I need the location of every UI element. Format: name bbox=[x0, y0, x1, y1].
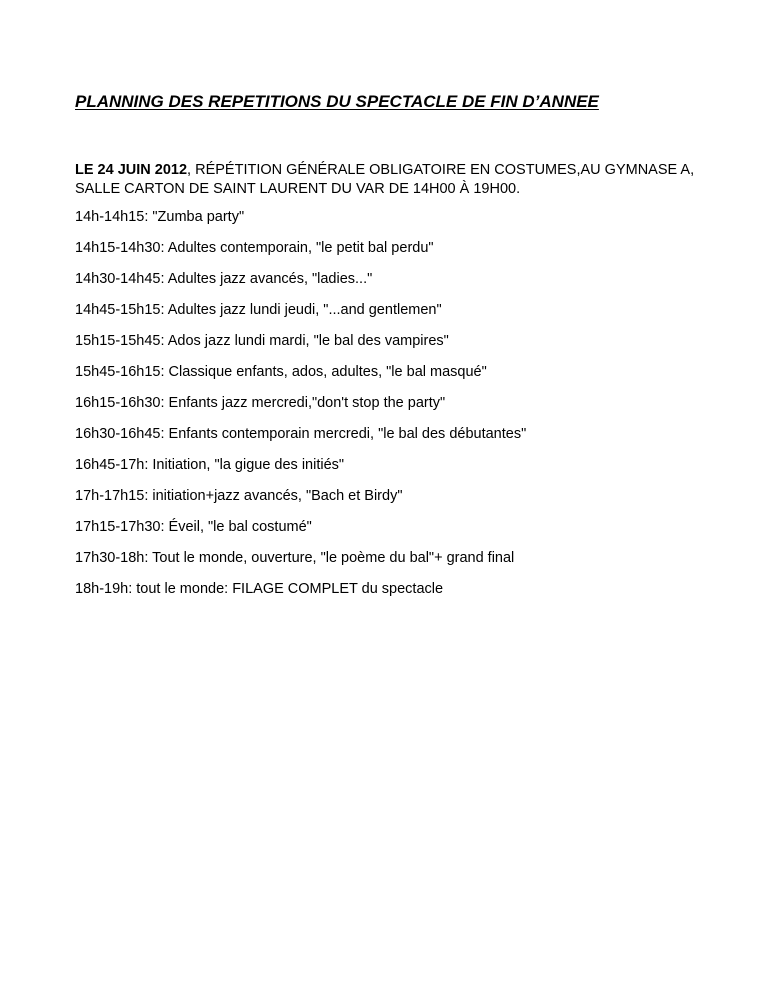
schedule-item: 14h15-14h30: Adultes contemporain, "le petit bal perdu" bbox=[75, 240, 434, 256]
intro-text: , RÉPÉTITION GÉNÉRALE OBLIGATOIRE EN COSTUMES,AU GYMNASE A, SALLE CARTON DE SAINT LAURENT DU VAR DE 14H00 À 19H00. bbox=[75, 162, 695, 197]
schedule-item: 15h45-16h15: Classique enfants, ados, adultes, "le bal masqué" bbox=[75, 364, 487, 380]
schedule-item: 17h15-17h30: Éveil, "le bal costumé" bbox=[75, 519, 312, 535]
schedule-item: 15h15-15h45: Ados jazz lundi mardi, "le bal des vampires" bbox=[75, 333, 449, 349]
schedule-item: 16h15-16h30: Enfants jazz mercredi,"don't stop the party" bbox=[75, 395, 446, 411]
schedule-item: 17h-17h15: initiation+jazz avancés, "Bach et Birdy" bbox=[75, 488, 403, 504]
schedule-item: 14h45-15h15: Adultes jazz lundi jeudi, "...and gentlemen" bbox=[75, 302, 442, 318]
schedule-item: 18h-19h: tout le monde: FILAGE COMPLET du spectacle bbox=[75, 581, 444, 597]
intro-date: LE 24 JUIN 2012 bbox=[75, 162, 188, 178]
schedule-item: 16h45-17h: Initiation, "la gigue des initiés" bbox=[75, 457, 345, 473]
intro-paragraph bbox=[75, 161, 715, 199]
schedule-item: 14h30-14h45: Adultes jazz avancés, "ladies..." bbox=[75, 271, 373, 287]
document-title: PLANNING DES REPETITIONS DU SPECTACLE DE FIN D’ANNEE bbox=[75, 92, 599, 111]
schedule-item: 16h30-16h45: Enfants contemporain mercredi, "le bal des débutantes" bbox=[75, 426, 527, 442]
schedule-list bbox=[75, 202, 526, 605]
schedule-item: 17h30-18h: Tout le monde, ouverture, "le poème du bal"+ grand final bbox=[75, 550, 515, 566]
schedule-item: 14h-14h15: "Zumba party" bbox=[75, 209, 245, 225]
